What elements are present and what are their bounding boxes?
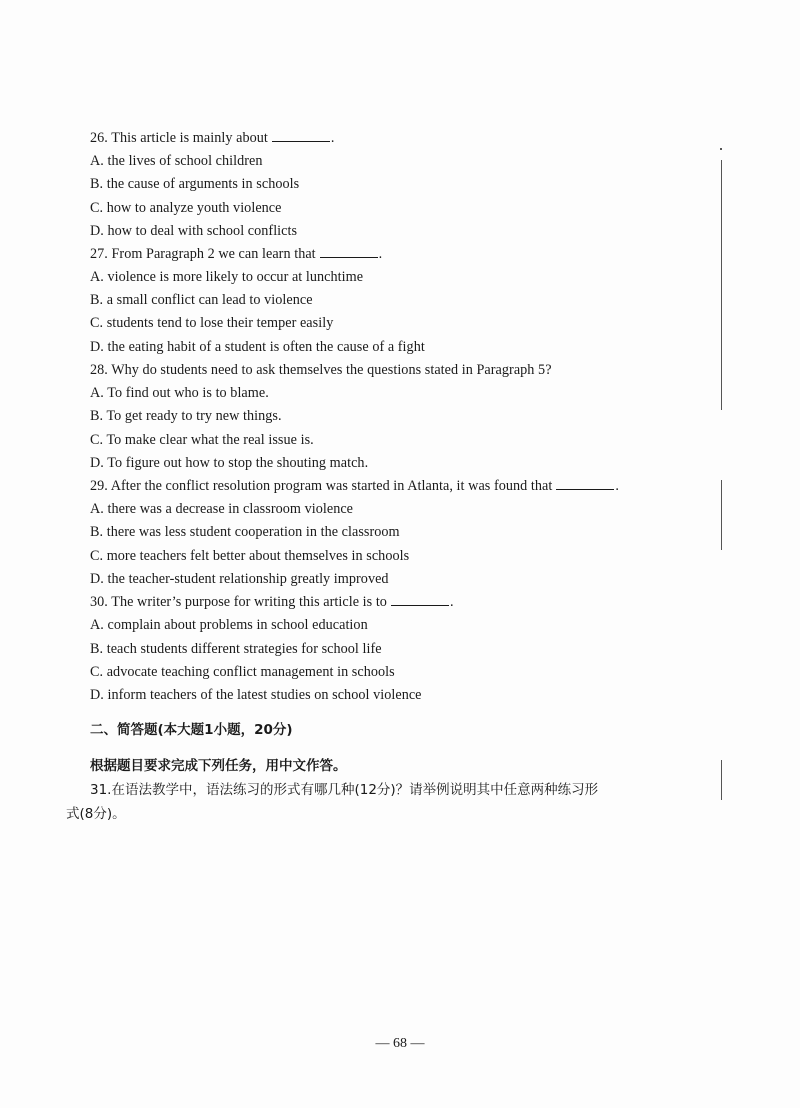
blank-suffix: . [449, 594, 454, 610]
question-30-text: 30. The writer’s purpose for writing this article is to [90, 594, 387, 610]
question-27-stem [90, 245, 382, 263]
question-26-option-a: A. the lives of school children [90, 153, 263, 169]
answer-blank [391, 593, 449, 606]
blank-suffix: . [378, 246, 383, 262]
question-26-stem [90, 129, 334, 147]
question-28-stem: 28. Why do students need to ask themselves the questions stated in Paragraph 5? [90, 362, 552, 378]
question-27-option-d: D. the eating habit of a student is often the cause of a fight [90, 339, 425, 355]
question-28-option-b: B. To get ready to try new things. [90, 408, 282, 424]
question-28-option-a: A. To find out who is to blame. [90, 385, 269, 401]
question-29-option-c: C. more teachers felt better about themselves in schools [90, 548, 410, 564]
question-29-stem [90, 477, 619, 495]
answer-blank [556, 477, 614, 490]
question-31-line-1: 31.在语法教学中，语法练习的形式有哪几种(12分)？请举例说明其中任意两种练习形 [90, 782, 599, 798]
question-26-option-d: D. how to deal with school conflicts [90, 223, 298, 239]
answer-blank [272, 129, 330, 142]
question-30-option-b: B. teach students different strategies for school life [90, 641, 382, 657]
blank-suffix: . [615, 478, 619, 494]
page-number: — 68 — [375, 1036, 425, 1051]
question-28-option-d: D. To figure out how to stop the shouting match. [90, 455, 369, 471]
section-2-instruction: 根据题目要求完成下列任务，用中文作答。 [90, 758, 347, 774]
question-30-option-d: D. inform teachers of the latest studies on school violence [90, 687, 422, 703]
question-27-option-c: C. students tend to lose their temper easily [90, 315, 334, 331]
scan-edge-line [721, 480, 722, 550]
blank-suffix: . [330, 130, 335, 146]
question-26-text: 26. This article is mainly about [90, 130, 268, 146]
question-29-text: 29. After the conflict resolution program was started in Atlanta, it was found that [90, 478, 553, 494]
question-30-option-a: A. complain about problems in school education [90, 617, 368, 633]
question-29-option-a: A. there was a decrease in classroom violence [90, 501, 354, 517]
question-29-option-b: B. there was less student cooperation in the classroom [90, 524, 400, 540]
question-30-stem [90, 593, 454, 611]
scan-edge-line [721, 160, 722, 410]
question-27-option-a: A. violence is more likely to occur at lunchtime [90, 269, 364, 285]
scan-edge-line [721, 760, 722, 800]
section-2-heading: 二、简答题(本大题1小题，20分) [90, 722, 293, 738]
question-30-option-c: C. advocate teaching conflict management in schools [90, 664, 395, 680]
question-26-option-b: B. the cause of arguments in schools [90, 176, 300, 192]
scan-dot [720, 148, 722, 150]
question-29-option-d: D. the teacher-student relationship greatly improved [90, 571, 389, 587]
question-27-option-b: B. a small conflict can lead to violence [90, 292, 313, 308]
question-31-line-2: 式(8分)。 [66, 806, 126, 822]
question-28-option-c: C. To make clear what the real issue is. [90, 432, 314, 448]
answer-blank [320, 245, 378, 258]
question-26-option-c: C. how to analyze youth violence [90, 200, 282, 216]
question-27-text: 27. From Paragraph 2 we can learn that [90, 246, 316, 262]
